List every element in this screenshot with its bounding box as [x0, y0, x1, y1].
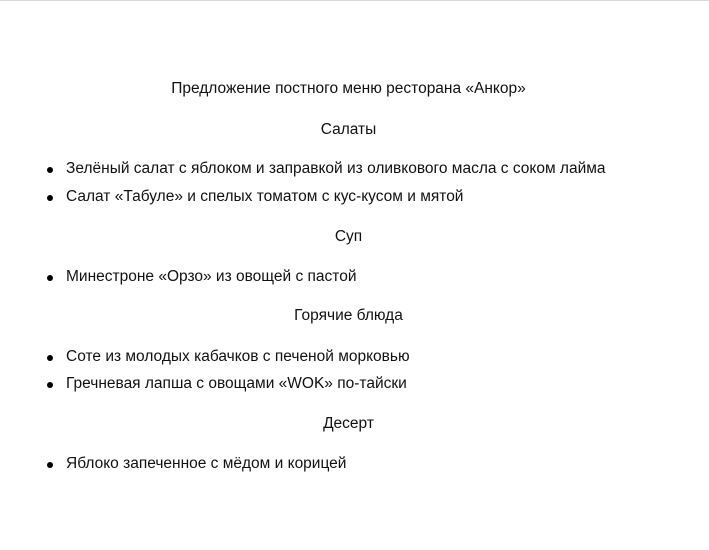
bullet-icon — [40, 267, 60, 287]
section-heading-hot-dishes: Горячие блюда — [294, 307, 403, 324]
bullet-icon — [40, 454, 60, 474]
bullet-icon — [40, 374, 60, 394]
section-heading-soup: Суп — [334, 228, 363, 245]
menu-item-text: Зелёный салат с яблоком и заправкой из оливкового масла с соком лайма — [66, 160, 606, 177]
menu-item-text: Салат «Табуле» и спелых томатом с кус-кусом и мятой — [66, 188, 464, 205]
menu-title: Предложение постного меню ресторана «Анкор» — [171, 80, 526, 97]
bullet-icon — [40, 159, 60, 179]
section-heading-dessert: Десерт — [323, 415, 374, 432]
menu-item-text: Гречневая лапша с овощами «WOK» по-тайски — [66, 375, 407, 392]
menu-item-text: Минестроне «Орзо» из овощей с пастой — [66, 268, 357, 285]
menu-item-text: Соте из молодых кабачков с печеной морковью — [66, 348, 410, 365]
bullet-icon — [40, 187, 60, 207]
bullet-icon — [40, 347, 60, 367]
section-heading-salads: Салаты — [320, 121, 377, 138]
menu-item-text: Яблоко запеченное с мёдом и корицей — [66, 455, 347, 472]
